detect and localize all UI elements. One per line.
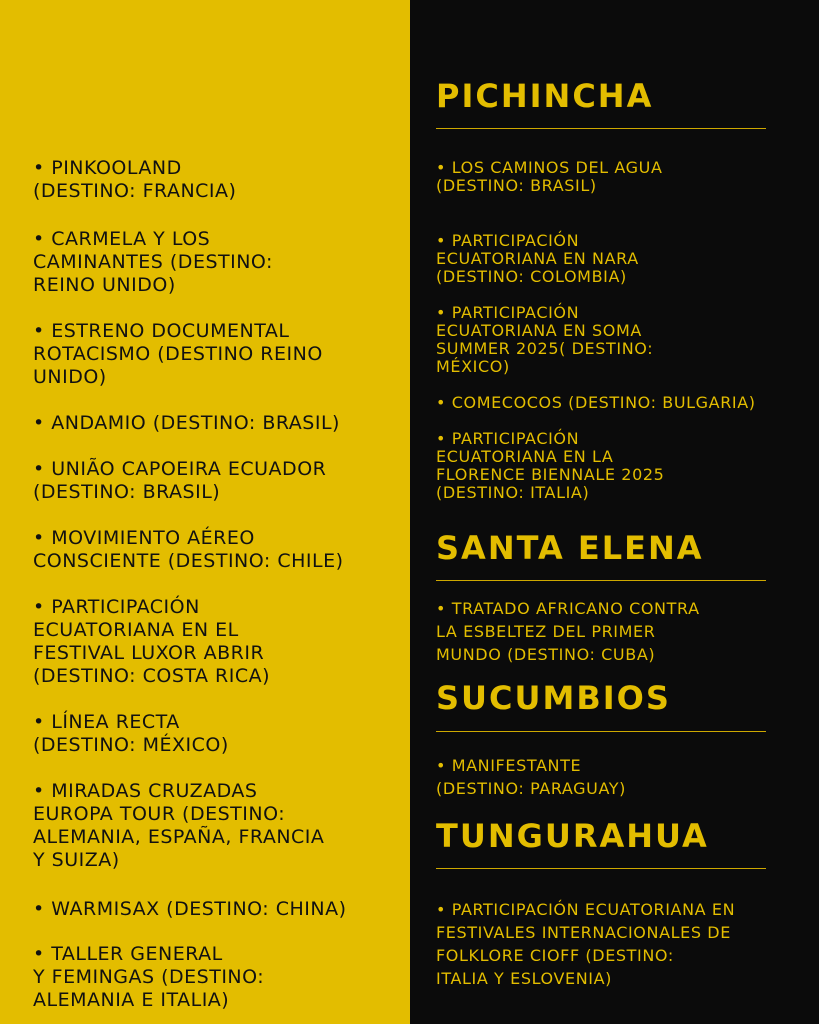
list-item: • ANDAMIO (DESTINO: BRASIL): [33, 412, 340, 434]
right-heading-tungurahua: TUNGURAHUA: [436, 817, 709, 855]
list-item: • LÍNEA RECTA (DESTINO: MÉXICO): [33, 711, 229, 756]
list-item: • TRATADO AFRICANO CONTRA LA ESBELTEZ DEL PRIMER MUNDO (DESTINO: CUBA): [436, 599, 700, 664]
right-heading-pichincha: PICHINCHA: [436, 77, 654, 115]
list-item: • MANIFESTANTE (DESTINO: PARAGUAY): [436, 756, 627, 798]
list-item: • MIRADAS CRUZADAS EUROPA TOUR (DESTINO: ALEMANIA, ESPAÑA, FRANCIA Y SUIZA): [33, 780, 325, 871]
list-item: • MOVIMIENTO AÉREO CONSCIENTE (DESTINO: CHILE): [33, 527, 344, 572]
list-item: • COMECOCOS (DESTINO: BULGARIA): [436, 393, 756, 412]
list-item: • PARTICIPACIÓN ECUATORIANA EN NARA (DESTINO: COLOMBIA): [436, 231, 639, 286]
list-item: • PINKOOLAND (DESTINO: FRANCIA): [33, 157, 237, 202]
list-item: • PARTICIPACIÓN ECUATORIANA EN LA FLORENCE BIENNALE 2025 (DESTINO: ITALIA): [436, 429, 665, 502]
right-heading-sucumbios: SUCUMBIOS: [436, 679, 671, 717]
list-item: • UNIÃO CAPOEIRA ECUADOR (DESTINO: BRASIL): [33, 458, 327, 503]
list-item: • PARTICIPACIÓN ECUATORIANA EN EL FESTIVAL LUXOR ABRIR (DESTINO: COSTA RICA): [33, 596, 271, 687]
list-item: • TALLER GENERAL Y FEMINGAS (DESTINO: ALEMANIA E ITALIA): [33, 943, 265, 1011]
right-heading-santa-elena: SANTA ELENA: [436, 529, 704, 567]
list-item: • WARMISAX (DESTINO: CHINA): [33, 898, 347, 920]
list-item: • LOS CAMINOS DEL AGUA (DESTINO: BRASIL): [436, 158, 663, 195]
list-item: • CARMELA Y LOS CAMINANTES (DESTINO: REINO UNIDO): [33, 228, 273, 296]
list-item: • PARTICIPACIÓN ECUATORIANA EN FESTIVALES INTERNACIONALES DE FOLKLORE CIOFF (DESTINO: ITALIA Y ESLOVENIA): [436, 900, 736, 988]
list-item: • PARTICIPACIÓN ECUATORIANA EN SOMA SUMMER 2025( DESTINO: MÉXICO): [436, 303, 654, 376]
list-item: • ESTRENO DOCUMENTAL ROTACISMO (DESTINO REINO UNIDO): [33, 320, 323, 388]
